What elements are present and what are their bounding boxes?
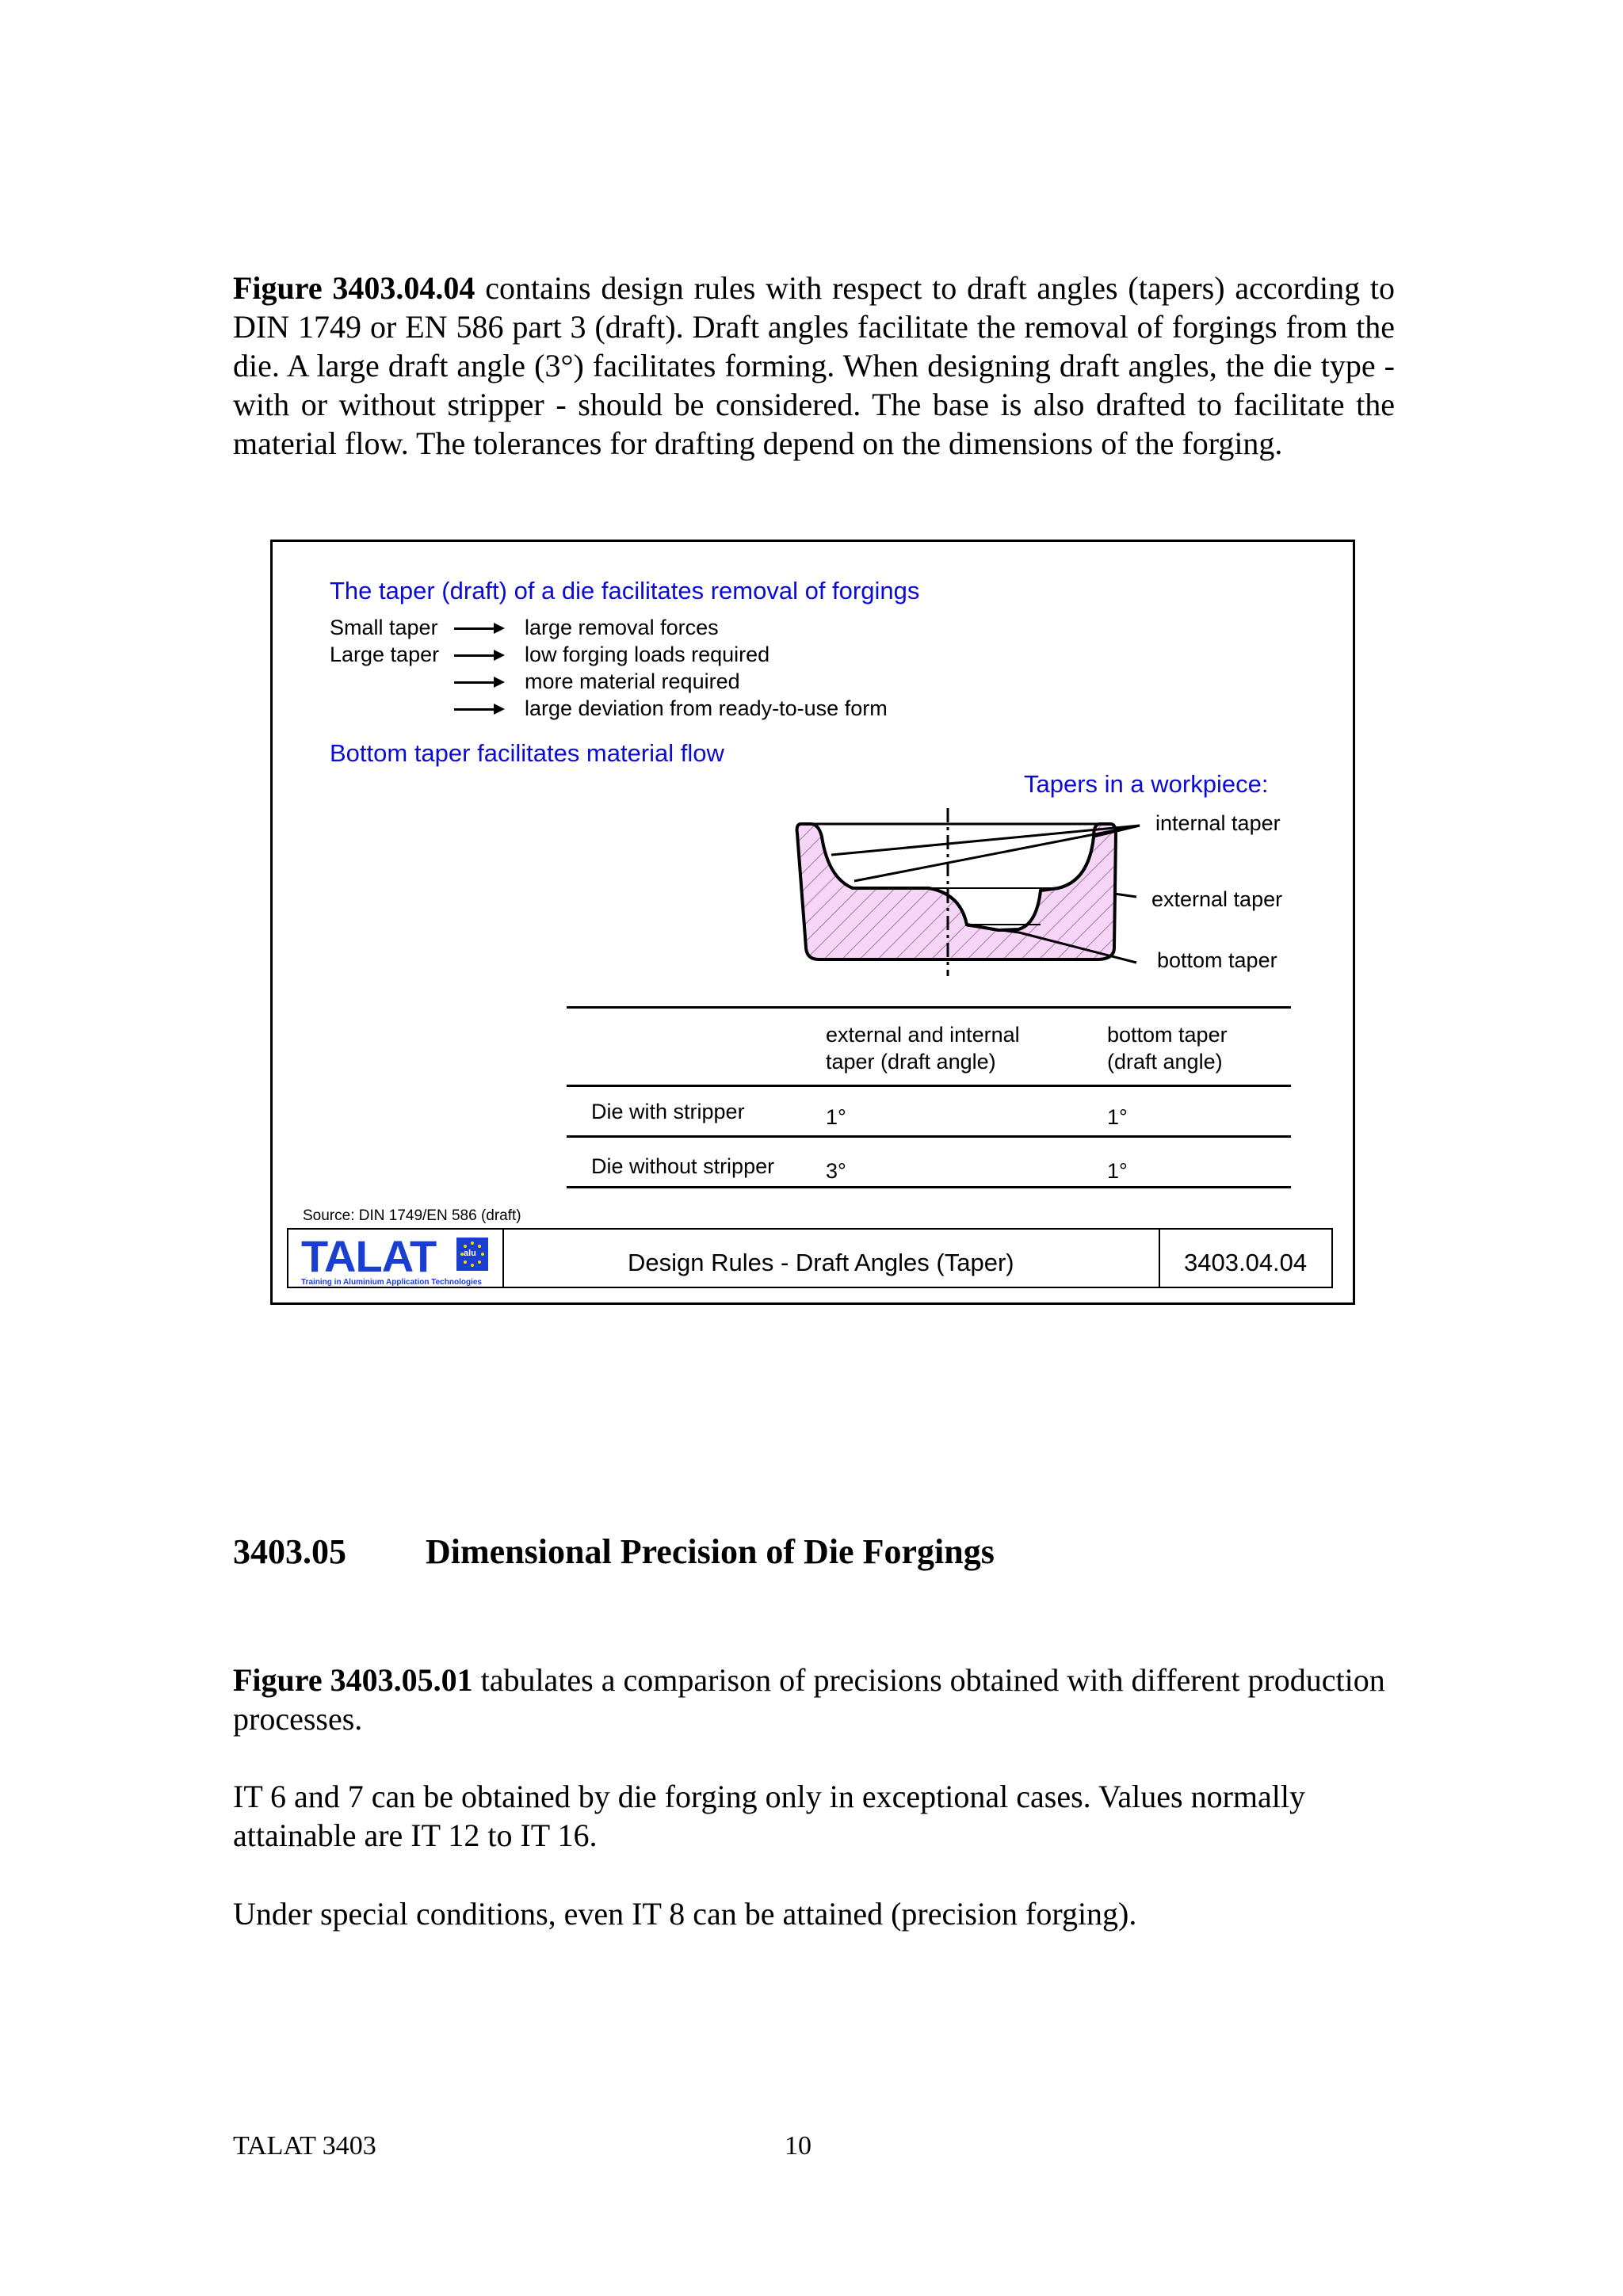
- table-row-label: Die without stripper: [591, 1154, 775, 1178]
- table-row-rule: [567, 1135, 1291, 1138]
- paragraph-text: tabulates a comparison of precisions obtained with different production processes.: [233, 1662, 1385, 1737]
- table-header-col1-line1: external and internal: [826, 1023, 1020, 1047]
- figure-footer: [287, 1228, 1333, 1288]
- table-cell: 1°: [826, 1105, 846, 1129]
- paragraph-figure-ref: [233, 1661, 1395, 1738]
- paragraph-it-values: IT 6 and 7 can be obtained by die forging only in exceptional cases. Values normally attainable are IT 12 to IT 16.: [233, 1779, 1305, 1853]
- effect-item: low forging loads required: [525, 643, 770, 666]
- table-cell: 3°: [826, 1159, 846, 1183]
- callout-internal-taper: internal taper: [1155, 811, 1281, 835]
- figure-source: Source: DIN 1749/EN 586 (draft): [303, 1207, 521, 1224]
- table-header-rule: [567, 1085, 1291, 1087]
- figure-draft-angles: [270, 540, 1355, 1305]
- figure-heading-bottom-taper: Bottom taper facilitates material flow: [330, 739, 724, 767]
- figure-number: 3403.04.04: [1184, 1249, 1308, 1276]
- effect-item: large removal forces: [525, 616, 719, 639]
- callout-external-taper: external taper: [1151, 887, 1283, 911]
- page-number: 10: [785, 2131, 812, 2161]
- table-cell: 1°: [1107, 1159, 1128, 1183]
- talat-logo: TALAT: [301, 1231, 437, 1281]
- figure-heading-taper: The taper (draft) of a die facilitates removal of forgings: [330, 577, 920, 605]
- large-taper-label: Large taper: [330, 643, 440, 666]
- paragraph-precision: Under special conditions, even IT 8 can be attained (precision forging).: [233, 1896, 1137, 1932]
- page-footer-doc: TALAT 3403: [233, 2131, 376, 2161]
- table-row-label: Die with stripper: [591, 1100, 745, 1123]
- small-taper-label: Small taper: [330, 616, 438, 639]
- effect-item: large deviation from ready-to-use form: [525, 696, 888, 720]
- footer-divider: [502, 1230, 504, 1287]
- intro-paragraph: [233, 269, 1395, 463]
- tapers-title: Tapers in a workpiece:: [1024, 770, 1269, 798]
- figure-title: Design Rules - Draft Angles (Taper): [628, 1249, 1014, 1276]
- callout-bottom-taper: bottom taper: [1157, 948, 1277, 972]
- table-top-rule: [567, 1006, 1291, 1009]
- table-header-col2-line1: bottom taper: [1107, 1023, 1228, 1047]
- table-header-col1-line2: taper (draft angle): [826, 1050, 996, 1074]
- talat-subtitle: Training in Aluminium Application Technologies: [301, 1278, 482, 1287]
- table-bottom-rule: [567, 1186, 1291, 1188]
- effect-item: more material required: [525, 669, 740, 693]
- section-title: Dimensional Precision of Die Forgings: [426, 1532, 995, 1571]
- intro-text: contains design rules with respect to draft angles (tapers) according to DIN 1749 or EN 586 part 3 (draft). Draft angles facilitate the removal of forgings from the die. A large draft angle (3°) facilitates forming. When designing draft angles, the die type - with or without stripper - should be considered. The base is also drafted to facilitate the material flow. The tolerances for drafting depend on the dimensions of the forging.: [233, 270, 1396, 461]
- table-header-col2-line2: (draft angle): [1107, 1050, 1223, 1074]
- section-number: 3403.05: [233, 1532, 346, 1571]
- footer-divider: [1159, 1230, 1160, 1287]
- talat-badge: alu: [464, 1249, 476, 1258]
- figure-reference: Figure 3403.04.04: [233, 270, 475, 306]
- figure-reference: Figure 3403.05.01: [233, 1662, 473, 1698]
- eu-flag-icon: [456, 1238, 488, 1271]
- table-cell: 1°: [1107, 1105, 1128, 1129]
